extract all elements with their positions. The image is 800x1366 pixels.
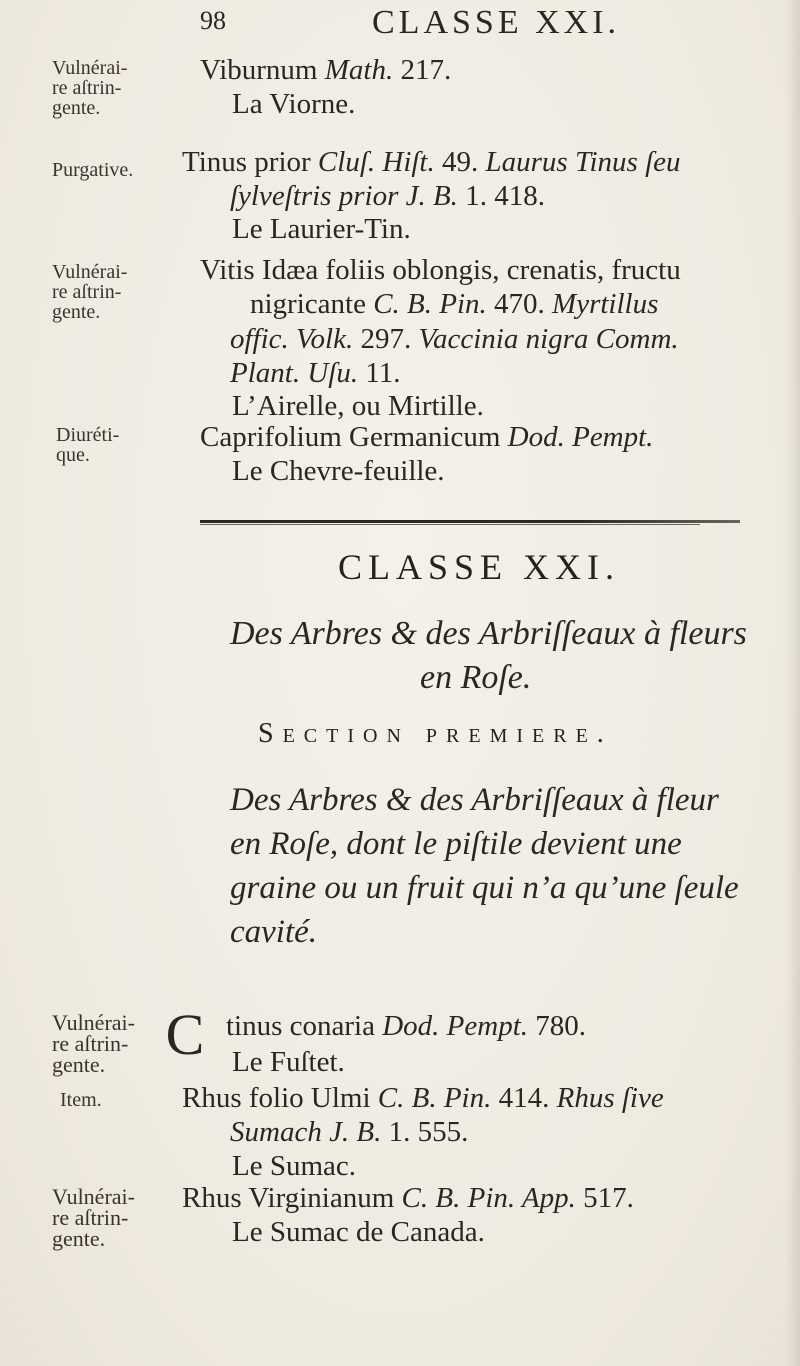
entry-line: offic. Volk. 297. Vaccinia nigra Comm. <box>230 323 679 355</box>
entry-line: Caprifolium Germanicum Dod. Pempt. <box>200 421 654 453</box>
margin-note: Vulnérai- re aſtrin- gente. <box>52 1010 135 1077</box>
entry-line: nigricante C. B. Pin. 470. Myrtillus <box>250 288 659 320</box>
entry-line: Rhus Virginianum C. B. Pin. App. 517. <box>182 1182 634 1214</box>
entry-common-name: La Viorne. <box>232 88 356 120</box>
section-subtitle-line: Des Arbres & des Arbriſſeaux à fleur <box>230 782 719 818</box>
section-rule-thin <box>200 524 700 525</box>
entry-common-name: Le Chevre-feuille. <box>232 455 445 487</box>
drop-capital: C <box>165 1002 205 1067</box>
entry-line: Rhus folio Ulmi C. B. Pin. 414. Rhus ſive <box>182 1082 664 1114</box>
entry-common-name: Le Sumac de Canada. <box>232 1216 485 1248</box>
entry-common-name: Le Sumac. <box>232 1150 357 1182</box>
entry-common-name: L’Airelle, ou Mirtille. <box>232 390 484 422</box>
margin-note: Item. <box>60 1089 102 1111</box>
section-subtitle-line: en Roſe, dont le piſtile devient une <box>230 826 682 862</box>
section-rule <box>200 520 740 523</box>
entry-line: tinus conaria Dod. Pempt. 780. <box>226 1010 587 1042</box>
entry-line: Viburnum Math. 217. <box>200 54 452 86</box>
entry-line: Plant. Uſu. 11. <box>230 357 401 389</box>
margin-note: Vulnérai- re aſtrin- gente. <box>52 261 128 323</box>
section-subtitle-line: graine ou un fruit qui n’a qu’une ſeule <box>230 870 739 906</box>
entry-line: Sumach J. B. 1. 555. <box>230 1116 469 1148</box>
margin-note: Purgative. <box>52 159 134 181</box>
class-subtitle-line: en Roſe. <box>420 659 532 696</box>
margin-note: Diuréti- que. <box>56 424 120 466</box>
entry-common-name: Le Fuſtet. <box>232 1046 345 1078</box>
margin-note: Vulnérai- re aſtrin- gente. <box>52 57 128 119</box>
margin-note: Vulnérai- re aſtrin- gente. <box>52 1184 135 1251</box>
entry-line: ſylveſtris prior J. B. 1. 418. <box>230 180 545 212</box>
page-edge-shadow <box>786 0 800 1366</box>
class-heading: CLASSE XXI. <box>338 547 621 587</box>
class-subtitle-line: Des Arbres & des Arbriſſeaux à fleurs <box>230 615 747 652</box>
entry-line: Tinus prior Cluſ. Hiſt. 49. Laurus Tinus ſeu <box>182 146 681 178</box>
page-number: 98 <box>200 6 226 35</box>
running-title: CLASSE XXI. <box>372 4 621 41</box>
section-subtitle-line: cavité. <box>230 914 318 950</box>
entry-line: Vitis Idæa foliis oblongis, crenatis, fructu <box>200 254 681 286</box>
section-heading: Section premiere. <box>258 718 613 749</box>
entry-common-name: Le Laurier-Tin. <box>232 213 411 245</box>
